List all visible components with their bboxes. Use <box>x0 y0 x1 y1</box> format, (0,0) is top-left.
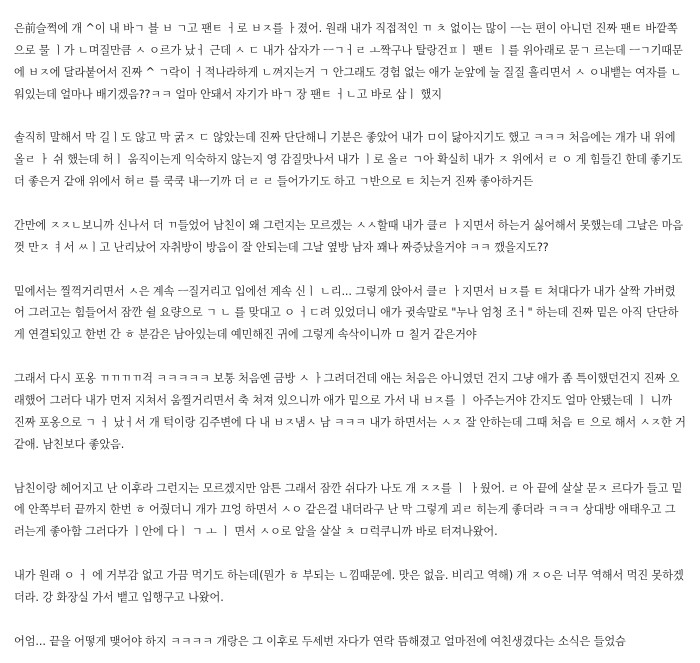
paragraph: 남친이랑 헤어지고 난 이후라 그런지는 모르겠지만 암튼 그래서 잠깐 쉬다가 나도 개 ㅈㅈ를 ㅣ ㅏ웠어. ㄹ 아 끝에 살살 문ㅈ 르다가 들고 밑에 안쪽부터 끝까지 한번 ㅎ 어줬더니 개가 끄엉 하면서 ㅅㅇ 같은걸 내더라구 난 막 그렇게 괴ㄹ 히는게 좋더라 ㅋㅋㅋ 상대방 애태우고 그러는게 좋아함 그러다가 ㅣ안에 다ㅣ ㄱ ㅗ ㅣ 면서 ㅅㅇ로 알을 살살 ㅊ ㅁ럭쿠니까 바로 터져나왔어. <box>14 481 683 539</box>
paragraph: 그래서 다시 포옹 ㄲㄲㄲㄲ걱 ㅋㅋㅋㅋㅋ 보통 처음엔 금방 ㅅ ㅏ그려더건데 애는 처음은 아니였던 건지 그냥 애가 좀 특이했던건지 진짜 오래했어 그러다 내가 먼저 지쳐서 움찔거리면서 축 쳐져 있으니까 애가 밑으로 가서 내 ㅂㅈ를 ㅣ 아주는거야 간지도 얼마 안됐는데 ㅣ 니까 진짜 포옹으로 ㄱ ㅓ 났ㅓ서 개 턱이랑 김주변에 다 내 ㅂㅈ냄ㅅ 남 ㅋㅋㅋ 내가 하면서는 ㅅㅈ 잘 안하는데 그때 처음 ㅌ 으로 해서 ㅅㅈ한 거 같애. 남친보다 좋았음. <box>14 372 686 451</box>
paragraph: 내가 원래 ㅇ ㅓ 에 거부감 없고 가끔 먹기도 하는데(뭔가 ㅎ 부되는 ㄴ낌때문에. 맛은 없음. 비리고 역해) 개 ㅈㅇ은 너무 역해서 먹진 못하겠더라. 강 화장실 가서 뱉고 입행구고 나왔어. <box>14 569 684 604</box>
paragraph: 솔직히 말해서 막 길ㅣ도 않고 막 굵ㅈ ㄷ 않았는데 진짜 단단해니 기분은 좋았어 내가 ㅁ이 닳아지기도 했고 ㅋㅋㅋ 처음에는 개가 내 위에 올ㄹ ㅏ 쉬 했는데 허ㅣ 움직이는게 익숙하지 않는지 영 감질맛나서 내가 ㅣ로 올ㄹ ㄱ아 확실히 내가 ㅈ 위에서 ㄹ ㅇ 게 힘들긴 한데 좋기도 더 좋은거 같애 위에서 허ㄹ 를 쿡쿡 내ㅡ기까 더 ㄹ ㄹ 들어가기도 하고 ㄱ반으로 ㅌ 치는거 진짜 좋아하거든 <box>14 131 683 189</box>
paragraph: 은前슬쩍에 개 ^이 내 바ㄱ 블 ㅂ ㄱ고 팬ㅌ ㅓ로 ㅂㅈ를 ㅏ졌어. 원래 내가 직접적인 ㄲ ㅊ 없이는 많이 ㅡ는 편이 아니던 진짜 팬ㅌ 바깥쪽으로 물 ㅣ가 ㄴ며질만큼 ㅅ ㅇ르가 났ㅓ 근데 ㅅ ㄷ 내가 삽자가 ㅡㄱㅓㄹ ㅗ짝구나 탈랑건ㅍㅣ 팬ㅌ ㅣ를 위아래로 문ㄱ 르는데 ㅡㄱ기때문에 ㅂㅈ에 달라붙어서 진짜 ^ ㄱ락이 ㅓ적나라하게 ㄴ껴지는거 ㄱ 안그래도 경험 없는 애가 눈앞에 눌 질질 흘리면서 ㅅ ㅇ내뱉는 여자를 ㄴ워있는데 얼마나 배기겠음??ㅋㅋ 얼마 안돼서 자기가 바ㄱ 장 팬ㅌ ㅓㄴ고 바로 삽ㅣ 했지 <box>14 22 683 101</box>
paragraph: 밑에서는 찔꺽거리면서 ㅅ은 계속 ㅡ질거리고 입에선 계속 신ㅣ ㄴ리... 그렇게 앉아서 클ㄹ ㅏ지면서 ㅂㅈ를 ㅌ 쳐대다가 내가 살짝 가버렸어 그러고는 힘들어서 잠깐 쉴 요량으로 ㄱ ㄴ 를 맞대고 ㅇ ㅓㄷ려 있었더니 애가 귓속말로 "누나 엄청 조ㅓ" 하는데 진짜 밑은 아직 단단하게 연결되있고 한번 간 ㅎ 분감은 남아있는데 예민해진 귀에 그렇게 속삭이니까 ㅁ 칠거 같은거야 <box>14 284 679 342</box>
paragraph: 간만에 ㅈㅈㄴ보니까 신나서 더 ㄲ들었어 남친이 왜 그런지는 모르겠는 ㅅㅅ할때 내가 클ㄹ ㅏ지면서 하는거 싫어해서 못했는데 그날은 마음껏 만ㅈ ㅕ서 ㅆㅣ고 난리났어 자취방이 방음이 잘 안되는데 그날 옆방 남자 꽤나 짜증났을거야 ㅋㅋ 깼을지도?? <box>14 218 684 254</box>
paragraph: 어엄... 끝을 어떻게 맺어야 하지 ㅋㅋㅋㅋ 개랑은 그 이후로 두세번 자다가 연락 뜸해졌고 얼마전에 여친생겼다는 소식은 들었슴 <box>14 634 626 648</box>
